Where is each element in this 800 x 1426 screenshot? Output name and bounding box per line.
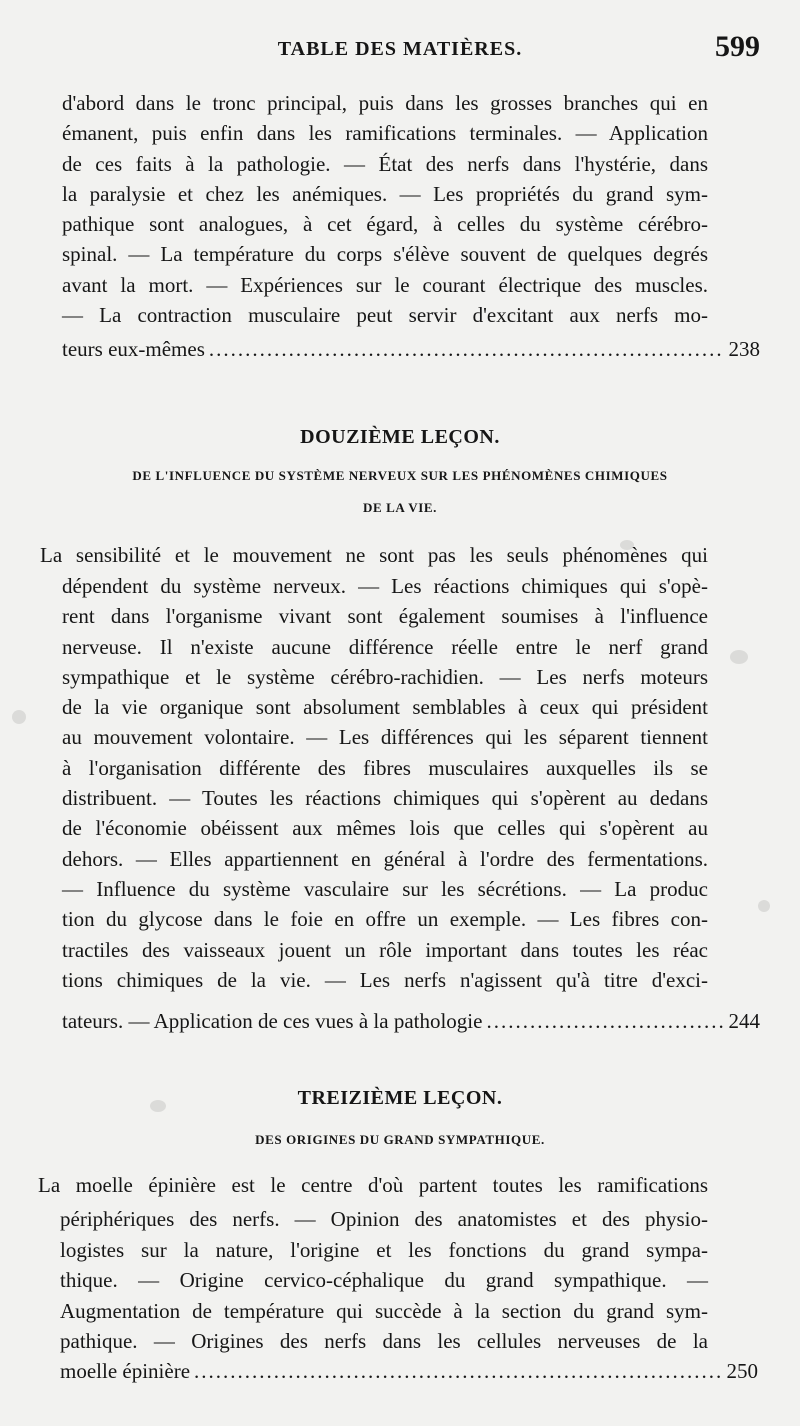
toc-entry-last-line bbox=[60, 1356, 758, 1386]
entry-line: de ces faits à la pathologie. — État des nerfs dans l'hystérie, dans bbox=[62, 151, 708, 176]
lesson-subtitle: DES ORIGINES DU GRAND SYMPATHIQUE. bbox=[255, 1132, 545, 1147]
lesson-subtitle: DE L'INFLUENCE DU SYSTÈME NERVEUX SUR LES PHÉNOMÈNES CHIMIQUES bbox=[132, 468, 668, 483]
toc-entry-lesson-12-body bbox=[62, 571, 708, 995]
toc-entry-last-line bbox=[62, 1006, 760, 1036]
entry-line: émanent, puis enfin dans les ramifications terminales. — Application bbox=[62, 121, 708, 146]
entry-line: tions chimiques de la vie. — Les nerfs n'agissent qu'à titre d'exci- bbox=[62, 967, 708, 992]
entry-line: d'abord dans le tronc principal, puis dans les grosses branches qui en bbox=[62, 91, 708, 115]
toc-entry-lesson-13 bbox=[38, 1170, 708, 1200]
entry-line: rent dans l'organisme vivant sont également soumises à l'influence bbox=[62, 604, 708, 629]
toc-entry-last-line bbox=[62, 334, 760, 364]
entry-line: distribuent. — Toutes les réactions chimiques qui s'opèrent au dedans bbox=[62, 786, 708, 811]
entry-page-ref: 250 bbox=[726, 1359, 758, 1383]
entry-line: — La contraction musculaire peut servir d'excitant aux nerfs mo- bbox=[62, 303, 708, 328]
entry-last-text: tateurs. — Application de ces vues à la pathologie bbox=[62, 1009, 483, 1033]
entry-line: logistes sur la nature, l'origine et les fonctions du grand sympa- bbox=[60, 1237, 708, 1262]
paper-speck bbox=[758, 900, 770, 912]
dot-leader bbox=[194, 1356, 722, 1386]
running-header: TABLE DES MATIÈRES. bbox=[277, 38, 523, 60]
dot-leader bbox=[209, 334, 725, 364]
entry-line: thique. — Origine cervico-céphalique du grand sympathique. — bbox=[60, 1268, 708, 1292]
paper-speck bbox=[12, 710, 26, 724]
lesson-title: TREIZIÈME LEÇON. bbox=[297, 1087, 503, 1109]
entry-line: de l'économie obéissent aux mêmes lois que celles qui s'opèrent au bbox=[62, 816, 708, 841]
entry-line: nerveuse. Il n'existe aucune différence réelle entre le nerf grand bbox=[62, 634, 708, 659]
entry-line: de la vie organique sont absolument semblables à ceux qui président bbox=[62, 695, 708, 720]
entry-line: dépendent du système nerveux. — Les réactions chimiques qui s'opè- bbox=[62, 574, 708, 598]
entry-line: périphériques des nerfs. — Opinion des anatomistes et des physio- bbox=[60, 1207, 708, 1231]
entry-line: la paralysie et chez les anémiques. — Les propriétés du grand sym- bbox=[62, 181, 708, 206]
lesson-title: DOUZIÈME LEÇON. bbox=[300, 426, 500, 448]
entry-line: pathique sont analogues, à cet égard, à celles du système cérébro- bbox=[62, 212, 708, 237]
entry-line: — Influence du système vasculaire sur les sécrétions. — La produc bbox=[62, 876, 708, 901]
toc-entry-lesson-12 bbox=[40, 540, 708, 570]
entry-line: tion du glycose dans le foie en offre un exemple. — Les fibres con- bbox=[62, 907, 708, 932]
entry-last-text: teurs eux-mêmes bbox=[62, 337, 205, 361]
entry-line: dehors. — Elles appartiennent en général à l'ordre des fermentations. bbox=[62, 846, 708, 871]
entry-page-ref: 238 bbox=[728, 337, 760, 361]
entry-line: à l'organisation différente des fibres musculaires auxquelles ils se bbox=[62, 755, 708, 780]
entry-line: La sensibilité et le mouvement ne sont pas les seuls phénomènes qui bbox=[40, 543, 708, 567]
entry-line: tractiles des vaisseaux jouent un rôle important dans toutes les réac bbox=[62, 937, 708, 962]
paper-speck bbox=[730, 650, 748, 664]
page-number: 599 bbox=[715, 30, 760, 63]
entry-line: avant la mort. — Expériences sur le courant électrique des muscles. bbox=[62, 272, 708, 297]
entry-line: pathique. — Origines des nerfs dans les cellules nerveuses de la bbox=[60, 1329, 708, 1353]
entry-last-text: moelle épinière bbox=[60, 1359, 191, 1383]
toc-entry-lesson-13-body bbox=[60, 1204, 708, 1357]
entry-page-ref: 244 bbox=[728, 1009, 760, 1033]
entry-line: spinal. — La température du corps s'élève souvent de quelques degrés bbox=[62, 242, 708, 267]
entry-line: Augmentation de température qui succède à la section du grand sym- bbox=[60, 1298, 708, 1323]
dot-leader bbox=[486, 1006, 724, 1036]
toc-entry-continuation bbox=[62, 88, 708, 330]
entry-line: sympathique et le système cérébro-rachidien. — Les nerfs moteurs bbox=[62, 664, 708, 689]
lesson-subtitle: DE LA VIE. bbox=[362, 500, 438, 515]
entry-line: La moelle épinière est le centre d'où partent toutes les ramifications bbox=[38, 1173, 708, 1197]
entry-line: au mouvement volontaire. — Les différences qui les séparent tiennent bbox=[62, 725, 708, 750]
